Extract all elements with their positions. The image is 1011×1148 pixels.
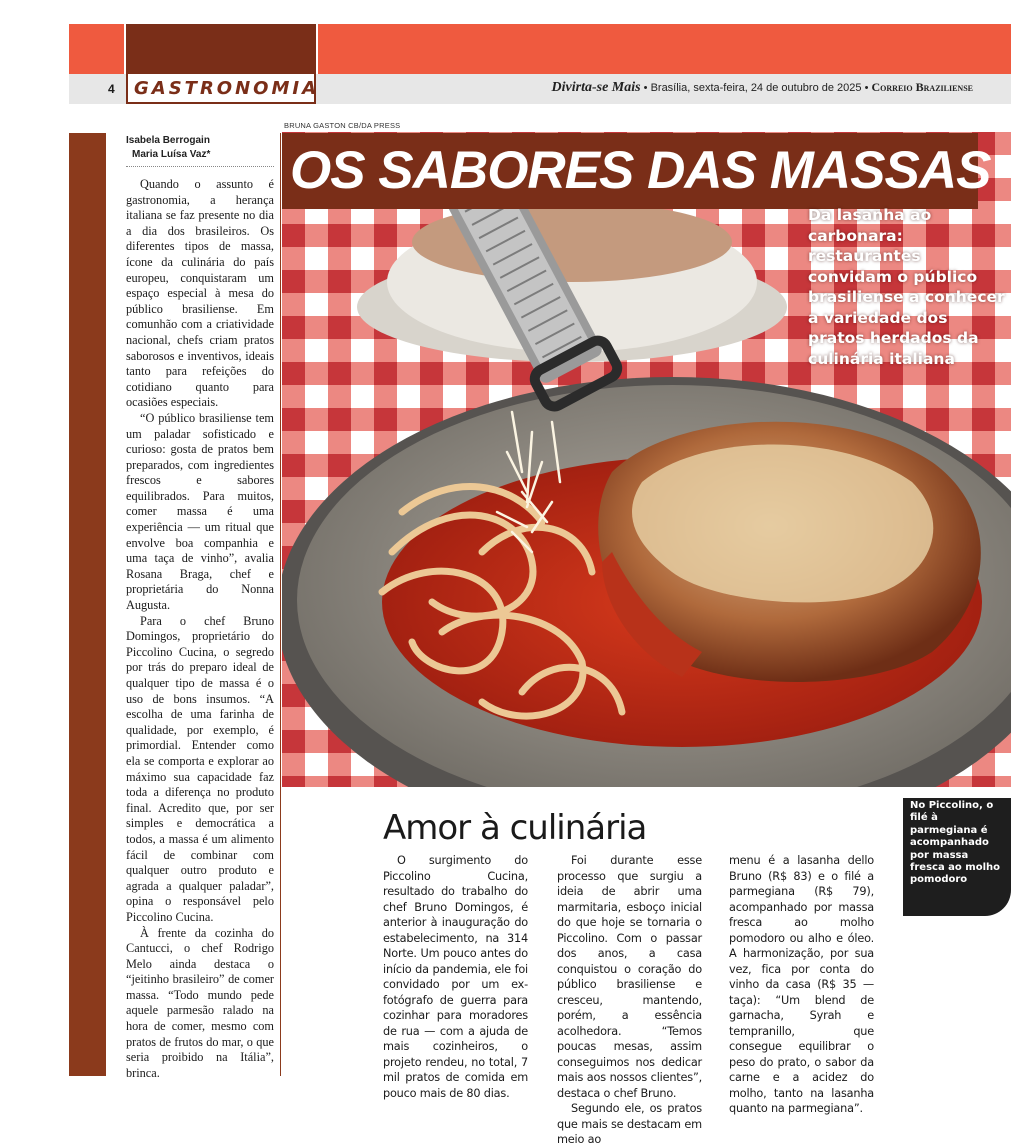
paragraph: “O público brasiliense tem um paladar sofisticado e curioso: gosta de pratos bem preparados, com ingredientes frescos e sabores equilibrados. Para muitos, comer massa é uma experiência — um ritual que envolve boa companhia e uma taça de vinho”, avalia Rosana Braga, chef e proprietária do Nonna Augusta. bbox=[126, 410, 274, 613]
deck: Da lasanha ao carbonara: restaurantes convidam o público brasiliense a conhecer a variedade dos pratos herdados da culinária italiana bbox=[808, 206, 1005, 368]
byline-author-1: Isabela Berrogain bbox=[126, 135, 210, 146]
headline: OS SABORES DAS MASSAS bbox=[290, 141, 991, 200]
paragraph: Quando o assunto é gastronomia, a herança italiana se faz presente no dia a dia dos brasileiros. Os diferentes tipos de massa, ícone da culinária do país europeu, conquistaram um espaço especial à mesa do público brasiliense. Em comunhão com a criatividade nacional, chefs criam pratos saborosos e inventivos, ideais tanto para refeições do cotidiano quanto para ocasiões especiais. bbox=[126, 177, 274, 410]
byline-author-2: Maria Luísa Vaz* bbox=[132, 149, 211, 160]
photo-credit: BRUNA GASTON CB/DA PRESS bbox=[284, 121, 401, 130]
location-date: Brasília, sexta-feira, 24 de outubro de 2025 bbox=[650, 82, 862, 94]
paragraph: Foi durante esse processo que surgiu a ideia de abrir uma marmitaria, esboço inicial do que hoje se tornaria o Piccolino. Com o passar dos anos, a casa conquistou o coração do público brasiliense e cresceu, mantendo, porém, a essência acolhedora. “Temos poucas mesas, assim conseguimos nos dedicar mais aos nossos clientes”, destaca o chef Bruno. bbox=[557, 854, 702, 1100]
paragraph: À frente da cozinha do Cantucci, o chef Rodrigo Melo ainda destaca o “jeitinho brasileiro” de comer massa. “Todo mundo pede aquele parmesão ralado na hora de comer, mesmo com pratos de frutos do mar, o que seria proibido na Itália”, brinca. bbox=[126, 925, 274, 1080]
section-label-box bbox=[128, 74, 320, 102]
section-name: GASTRONOMIA bbox=[134, 77, 320, 99]
byline-rule bbox=[126, 166, 274, 167]
photo-caption: No Piccolino, o filé à parmegiana é acompanhado por massa fresca ao molho pomodoro bbox=[910, 800, 1000, 886]
left-column bbox=[126, 134, 274, 1081]
subheadline: Amor à culinária bbox=[383, 808, 647, 848]
bottom-column-1 bbox=[383, 853, 528, 1101]
paragraph: Para o chef Bruno Domingos, proprietário do Piccolino Cucina, o segredo por trás do preparo ideal de qualquer tipo de massa é o uso de bons insumos. “A escolha de uma farinha de qualidade, por exemplo, é primordial. Entender como ela se comporta e explorar ao máximo sua capacidade faz toda a diferença no produto final. Acredito que, por ser simples e democrática a todos, a massa é um alimento fácil de combinar com qualquer outro produto e agrada a qualquer paladar”, opina o responsável pelo Piccolino Cucina. bbox=[126, 613, 274, 924]
bottom-column-3 bbox=[729, 853, 874, 1117]
header-accent-right bbox=[318, 24, 1011, 74]
paragraph: menu é a lasanha dello Bruno (R$ 83) e o filé a parmegiana (R$ 79), acompanhado por massa fresca ao molho pomodoro ou alho e óleo. A harmonização, por sua vez, fica por conta do vinho da casa (R$ 35 — taça): “Um blend de garnacha, Syrah e tempranillo, que consegue equilibrar o peso do prato, o sabor da carne e a acidez do molho, tanto na lasanha quanto na parmegiana”. bbox=[729, 854, 874, 1115]
bullet-2: • bbox=[864, 82, 869, 94]
paragraph: Segundo ele, os pratos que mais se destacam em meio ao bbox=[557, 1102, 702, 1146]
left-decorative-bar bbox=[69, 133, 106, 1076]
header-meta bbox=[552, 80, 973, 96]
byline bbox=[126, 134, 274, 162]
column-rule bbox=[280, 133, 281, 1076]
supplement-name: Divirta-se Mais bbox=[551, 80, 641, 95]
header-accent-left bbox=[69, 24, 124, 74]
publication-name: Correio Braziliense bbox=[871, 80, 973, 94]
bottom-column-2 bbox=[557, 853, 702, 1148]
bullet-1: • bbox=[643, 82, 648, 94]
left-article-body bbox=[126, 177, 274, 1081]
page-number: 4 bbox=[108, 82, 115, 96]
paragraph: O surgimento do Piccolino Cucina, resultado do trabalho do chef Bruno Domingos, é anterior à inauguração do estabelecimento, na 314 Norte. Um pouco antes do início da pandemia, ele foi convidado por um ex-fotógrafo de guerra para cozinhar para moradores de rua — com a ajuda de mais cozinheiros, o projeto rendeu, no total, 7 mil pratos de comida em pouco mais de 80 dias. bbox=[383, 854, 528, 1100]
